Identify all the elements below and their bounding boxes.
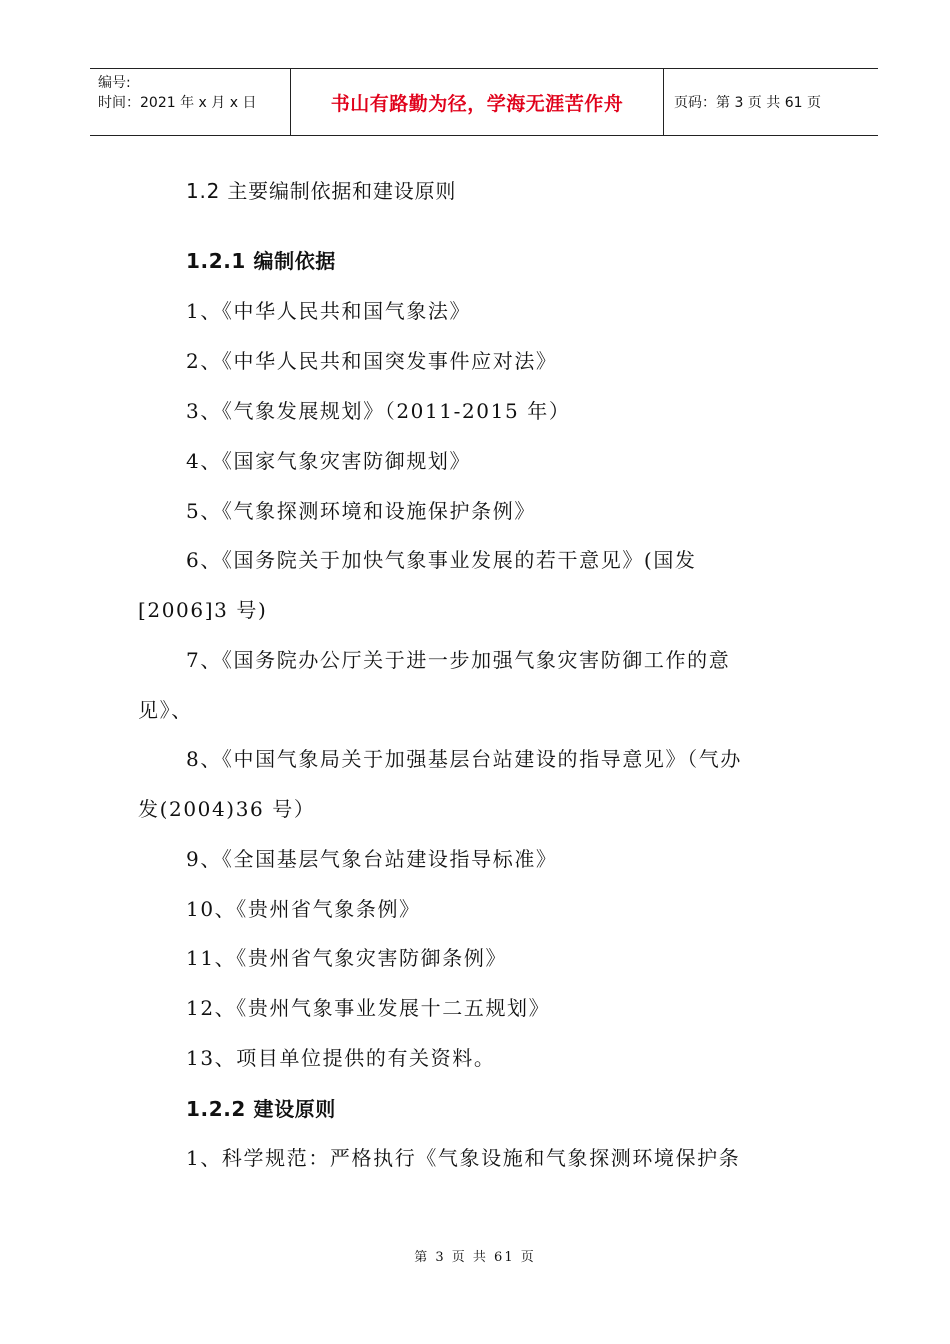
list-item: 10、《贵州省气象条例》 [186, 897, 421, 921]
list-item-continuation: 发(2004)36 号） [138, 797, 316, 821]
header-page-info: 页码：第 3 页 共 61 页 [674, 95, 821, 111]
document-time-label: 时间：2021 年 x 月 x 日 [98, 95, 257, 111]
list-item: 12、《贵州气象事业发展十二五规划》 [186, 996, 551, 1020]
section-title: 1.2 主要编制依据和建设原则 [186, 179, 457, 203]
list-item: 13、项目单位提供的有关资料。 [186, 1046, 496, 1070]
list-item: 1、《中华人民共和国气象法》 [186, 299, 472, 323]
document-number-label: 编号: [98, 75, 131, 91]
list-item: 3、《气象发展规划》（2011-2015 年） [186, 399, 571, 423]
header-meta-cell [90, 69, 291, 135]
list-item: 6、《国务院关于加快气象事业发展的若干意见》(国发 [186, 548, 697, 572]
principle-item: 1、科学规范：严格执行《气象设施和气象探测环境保护条 [186, 1146, 741, 1170]
list-item: 4、《国家气象灾害防御规划》 [186, 449, 472, 473]
list-item: 2、《中华人民共和国突发事件应对法》 [186, 349, 558, 373]
page-footer: 第 3 页 共 61 页 [414, 1250, 536, 1265]
list-item: 9、《全国基层气象台站建设指导标准》 [186, 847, 558, 871]
list-item: 11、《贵州省气象灾害防御条例》 [186, 946, 508, 970]
list-item: 7、《国务院办公厅关于进一步加强气象灾害防御工作的意 [186, 648, 731, 672]
header-motto: 书山有路勤为径，学海无涯苦作舟 [291, 69, 664, 135]
page-header [90, 68, 878, 136]
list-item: 8、《中国气象局关于加强基层台站建设的指导意见》（气办 [186, 747, 742, 771]
subsection-title-principles: 1.2.2 建设原则 [186, 1097, 336, 1121]
subsection-title-basis: 1.2.1 编制依据 [186, 249, 336, 273]
list-item: 5、《气象探测环境和设施保护条例》 [186, 499, 536, 523]
list-item-continuation: 见》、 [138, 698, 193, 722]
list-item-continuation: [2006]3 号) [138, 598, 268, 622]
